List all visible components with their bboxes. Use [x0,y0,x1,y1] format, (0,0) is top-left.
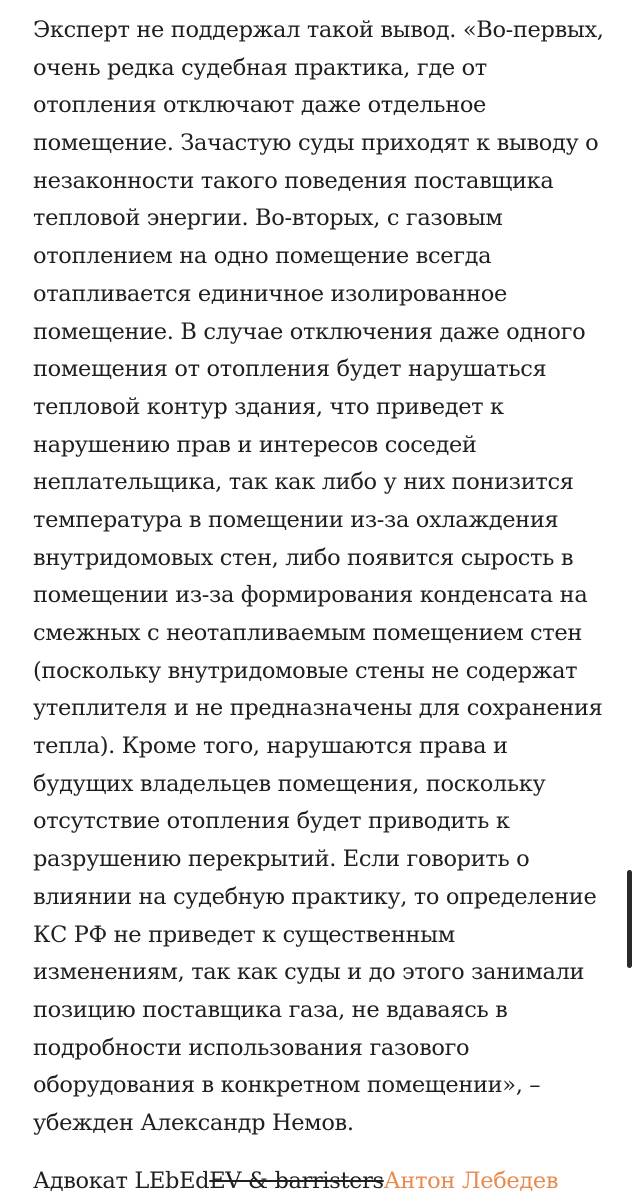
article-line: помещения от отопления будет нарушаться [33,356,547,383]
article-line: помещение. Зачастую суды приходят к выводу о [33,130,599,157]
article-line: будущих владельцев помещения, поскольку [33,770,546,797]
caption-author-link[interactable]: Антон Лебедев [383,1168,559,1194]
scrollbar-thumb[interactable] [627,870,632,968]
article-line: помещение. В случае отключения даже одного [33,318,586,345]
caption-prefix: Адвокат LEbEd [33,1168,210,1194]
article-line: неплательщика, так как либо у них понизится [33,469,574,496]
article-line: (поскольку внутридомовые стены не содержат [33,657,578,684]
article-line: нарушению прав и интересов соседей [33,431,477,458]
article-line: внутридомовых стен, либо появится сырость в [33,544,574,571]
article-line: отопления отключают даже отдельное [33,92,486,119]
author-caption [33,1163,558,1199]
article-line: помещении из-за формирования конденсата на [33,582,588,609]
article-body [33,12,625,1143]
article-line: смежных с неотапливаемым помещением стен [33,620,582,646]
article-line: подробности использования газового [33,1034,470,1061]
article-line: тепла). Кроме того, нарушаются права и [33,733,508,760]
article-line: изменениям, так как суды и до этого занимали [33,959,585,986]
article-line: тепловой энергии. Во-вторых, с газовым [33,205,503,232]
article-line: очень редка судебная практика, где от [33,54,487,81]
article-line: КС РФ не приведет к существенным [33,921,455,948]
caption-struck-text: EV & barristers [209,1168,384,1194]
article-line: влиянии на судебную практику, то определение [33,883,597,910]
article-line: Эксперт не поддержал такой вывод. «Во-первых, [33,17,604,43]
article-line: температура в помещении из-за охлаждения [33,506,559,533]
article-line: убежден Александр Немов. [33,1109,354,1136]
article-line: незаконности такого поведения поставщика [33,167,554,194]
article-line: утеплителя и не предназначены для сохранения [33,695,603,722]
article-line: отсутствие отопления будет приводить к [33,808,510,835]
article-line: разрушению перекрытий. Если говорить о [33,846,530,873]
article-line: отоплением на одно помещение всегда [33,243,492,270]
article-line: отапливается единичное изолированное [33,280,507,307]
article-line: позицию поставщика газа, не вдаваясь в [33,996,508,1023]
article-line: тепловой контур здания, что приведет к [33,393,504,420]
article-line: оборудования в конкретном помещении», – [33,1072,541,1099]
